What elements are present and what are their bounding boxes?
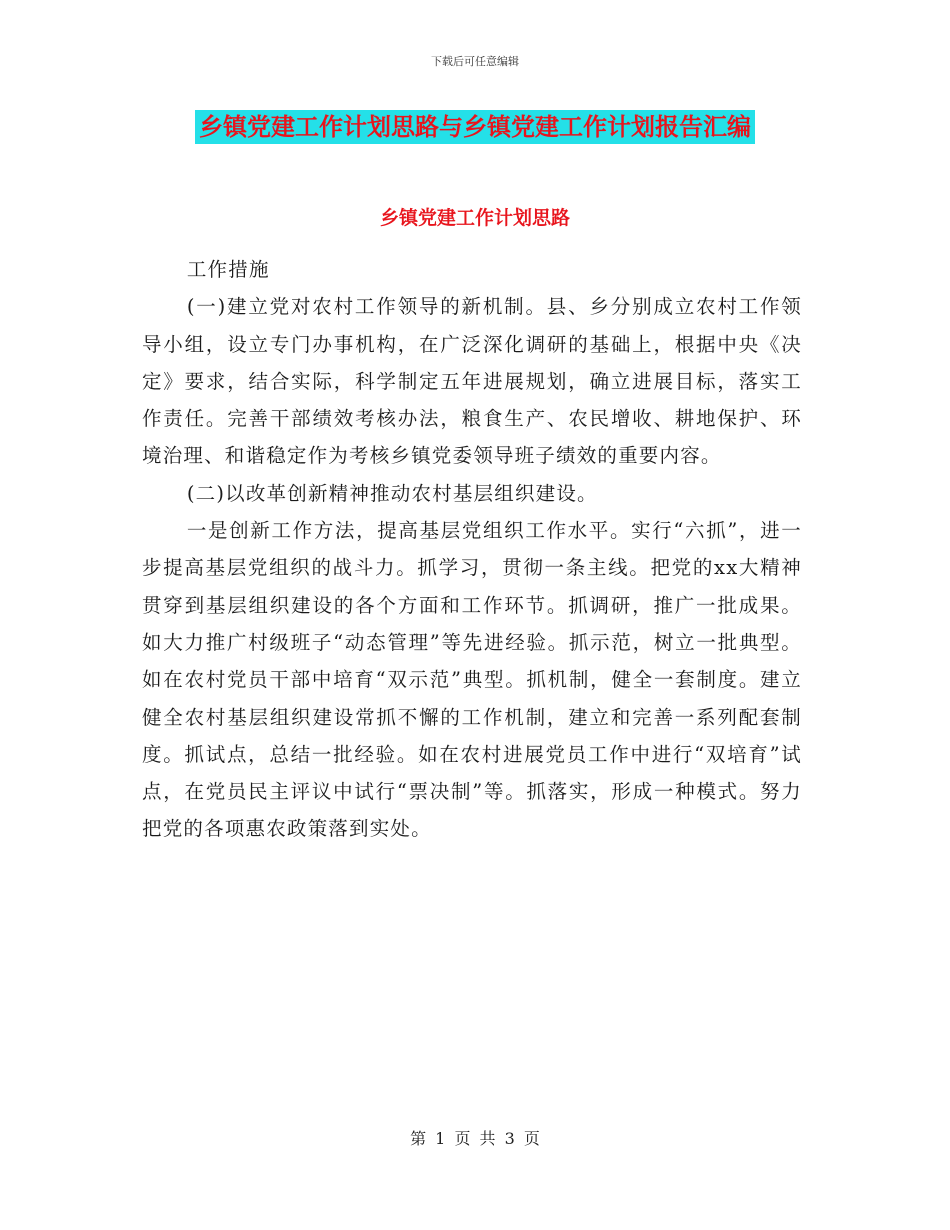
paragraph-method-innovation: 一是创新工作方法，提高基层党组织工作水平。实行“六抓”，进一步提高基层党组织的战斗力。抓学习，贯彻一条主线。把党的xx大精神贯穿到基层组织建设的各个方面和工作环节。抓调研，推广一批成果。如大力推广村级班子“动态管理”等先进经验。抓示范，树立一批典型。如在农村党员干部中培育“双示范”典型。抓机制，健全一套制度。建立健全农村基层组织建设常抓不懈的工作机制，建立和完善一系列配套制度。抓试点，总结一批经验。如在农村进展党员工作中进行“双培育”试点，在党员民主评议中试行“票决制”等。抓落实，形成一种模式。努力把党的各项惠农政策落到实处。 xyxy=(142,519,802,841)
section-title: 乡镇党建工作计划思路 xyxy=(379,207,570,229)
page-header-note: 下载后可任意编辑 xyxy=(431,55,519,68)
paragraph-item-two: (二)以改革创新精神推动农村基层组织建设。 xyxy=(186,481,598,505)
document-main-title: 乡镇党建工作计划思路与乡镇党建工作计划报告汇编 xyxy=(195,110,755,144)
document-body xyxy=(142,251,802,848)
paragraph-item-one: (一)建立党对农村工作领导的新机制。县、乡分别成立农村工作领导小组，设立专门办事机构，在广泛深化调研的基础上，根据中央《决定》要求，结合实际，科学制定五年进展规划，确立进展目标，落实工作责任。完善干部绩效考核办法，粮食生产、农民增收、耕地保护、环境治理、和谐稳定作为考核乡镇党委领导班子绩效的重要内容。 xyxy=(142,295,802,468)
paragraph-work-measures: 工作措施 xyxy=(186,258,270,281)
page-footer-number: 第 1 页 共 3 页 xyxy=(410,1129,540,1148)
